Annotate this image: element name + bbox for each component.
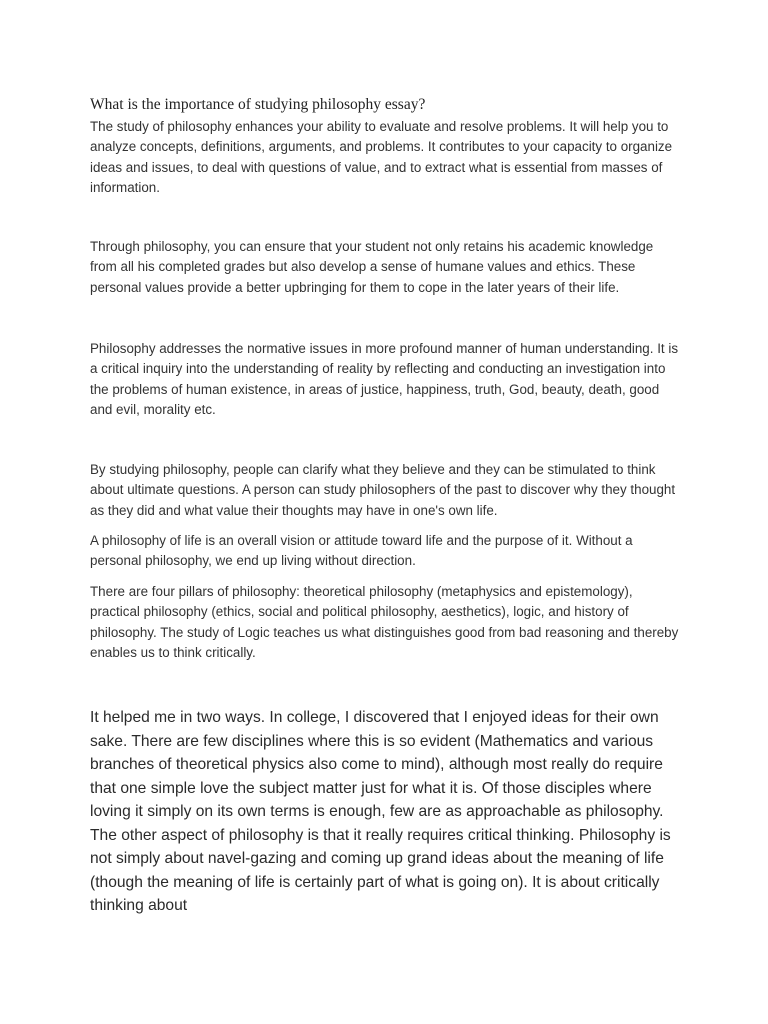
paragraph-ultimate-questions: By studying philosophy, people can clarify what they believe and they can be stimulated to think about ultimate questions. A person can study philosophers of the past to discover why they thought as they did and what value their thoughts may have in one's own life. xyxy=(90,462,676,518)
essay-title: What is the importance of studying philosophy essay? xyxy=(90,96,426,113)
paragraph-problem-solving: The study of philosophy enhances your ability to evaluate and resolve problems. It will help you to analyze concepts, definitions, arguments, and problems. It contributes to your capacity to organize ideas and issues, to deal with questions of value, and to extract what is essential from masses of information. xyxy=(90,119,673,195)
paragraph-four-pillars: There are four pillars of philosophy: theoretical philosophy (metaphysics and epistemology), practical philosophy (ethics, social and political philosophy, aesthetics), logic, and history of philosophy. The study of Logic teaches us what distinguishes good from bad reasoning and thereby enables us to think critically. xyxy=(90,584,679,660)
paragraph-philosophy-of-life: A philosophy of life is an overall vision or attitude toward life and the purpose of it. Without a personal philosophy, we end up living without direction. xyxy=(90,533,633,569)
paragraph-personal-experience: It helped me in two ways. In college, I discovered that I enjoyed ideas for their own sake. There are few disciplines where this is so evident (Mathematics and various branches of theoretical physics also come to mind), although most really do require that one simple love the subject matter just for what it is. Of those disciples where loving it simply on its own terms is enough, few are as approachable as philosophy. The other aspect of philosophy is that it really requires critical thinking. Philosophy is not simply about navel-gazing and coming up grand ideas about the meaning of life (though the meaning of life is certainly part of what is going on). It is about critically thinking about xyxy=(90,709,671,914)
paragraph-normative-issues: Philosophy addresses the normative issues in more profound manner of human understanding. It is a critical inquiry into the understanding of reality by reflecting and conducting an investigation into the problems of human existence, in areas of justice, happiness, truth, God, beauty, death, good and evil, morality etc. xyxy=(90,341,679,417)
paragraph-humane-values: Through philosophy, you can ensure that your student not only retains his academic knowledge from all his completed grades but also develop a sense of humane values and ethics. These personal values provide a better upbringing for them to cope in the later years of their life. xyxy=(90,239,654,295)
